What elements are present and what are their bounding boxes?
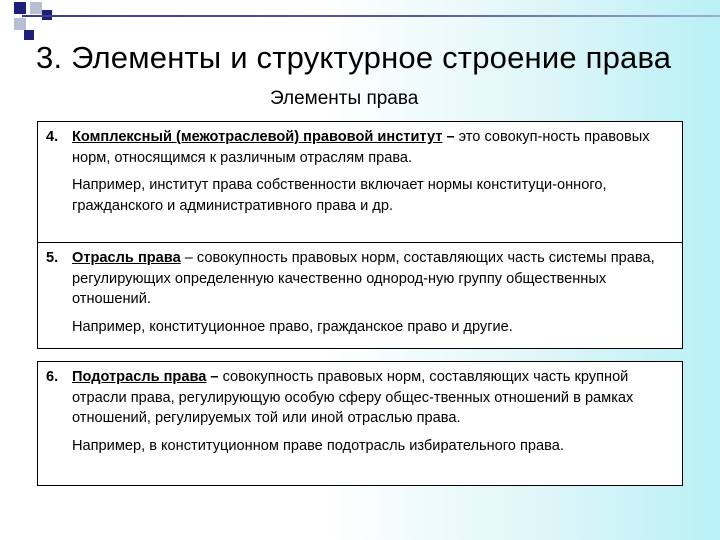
item-term: Подотрасль права <box>72 369 207 385</box>
definition-paragraph <box>72 248 674 310</box>
definition-box-4 <box>37 121 683 243</box>
item-number: 5. <box>46 250 59 266</box>
decor-square <box>14 2 26 14</box>
item-content <box>72 367 674 456</box>
term-dash: – <box>180 250 197 266</box>
item-content <box>72 248 674 337</box>
definition-box-6 <box>37 361 683 486</box>
item-number: 4. <box>46 129 59 145</box>
slide-title: 3. Элементы и структурное строение права <box>36 40 672 75</box>
item-definition: совокупность правовых норм, составляющих часть крупной отрасли права, регулирующую особую сферу общес-твенных отношений в рамках отношений, регулируемых той или иной отраслью права. <box>72 369 634 426</box>
decor-square <box>24 30 34 40</box>
item-term: Отрасль права <box>72 250 181 266</box>
definition-box-5 <box>37 242 683 349</box>
item-number: 6. <box>46 369 59 385</box>
definition-paragraph <box>72 127 674 168</box>
slide-subtitle: Элементы права <box>270 88 419 109</box>
term-dash: – <box>206 369 223 385</box>
item-example: Например, конституционное право, гражданское право и другие. <box>72 318 513 335</box>
item-example: Например, в конституционном праве подотрасль избирательного права. <box>72 437 564 454</box>
decor-square <box>14 18 26 30</box>
item-definition: совокупность правовых норм, составляющих часть системы права, регулирующих определенную качественно однород-ную группу общественных отношений. <box>72 250 655 307</box>
item-example: Например, институт права собственности включает нормы конституци-онного, гражданского и административного права и др. <box>72 177 607 214</box>
header-rule <box>22 15 720 17</box>
item-term: Комплексный (межотраслевой) правовой институт <box>72 129 443 145</box>
definition-paragraph <box>72 367 674 429</box>
item-definition: это совокуп-ность правовых норм, относящимся к различным отраслям права. <box>72 129 650 166</box>
term-dash: – <box>442 129 459 145</box>
decor-square <box>30 2 42 14</box>
item-content <box>72 127 674 216</box>
